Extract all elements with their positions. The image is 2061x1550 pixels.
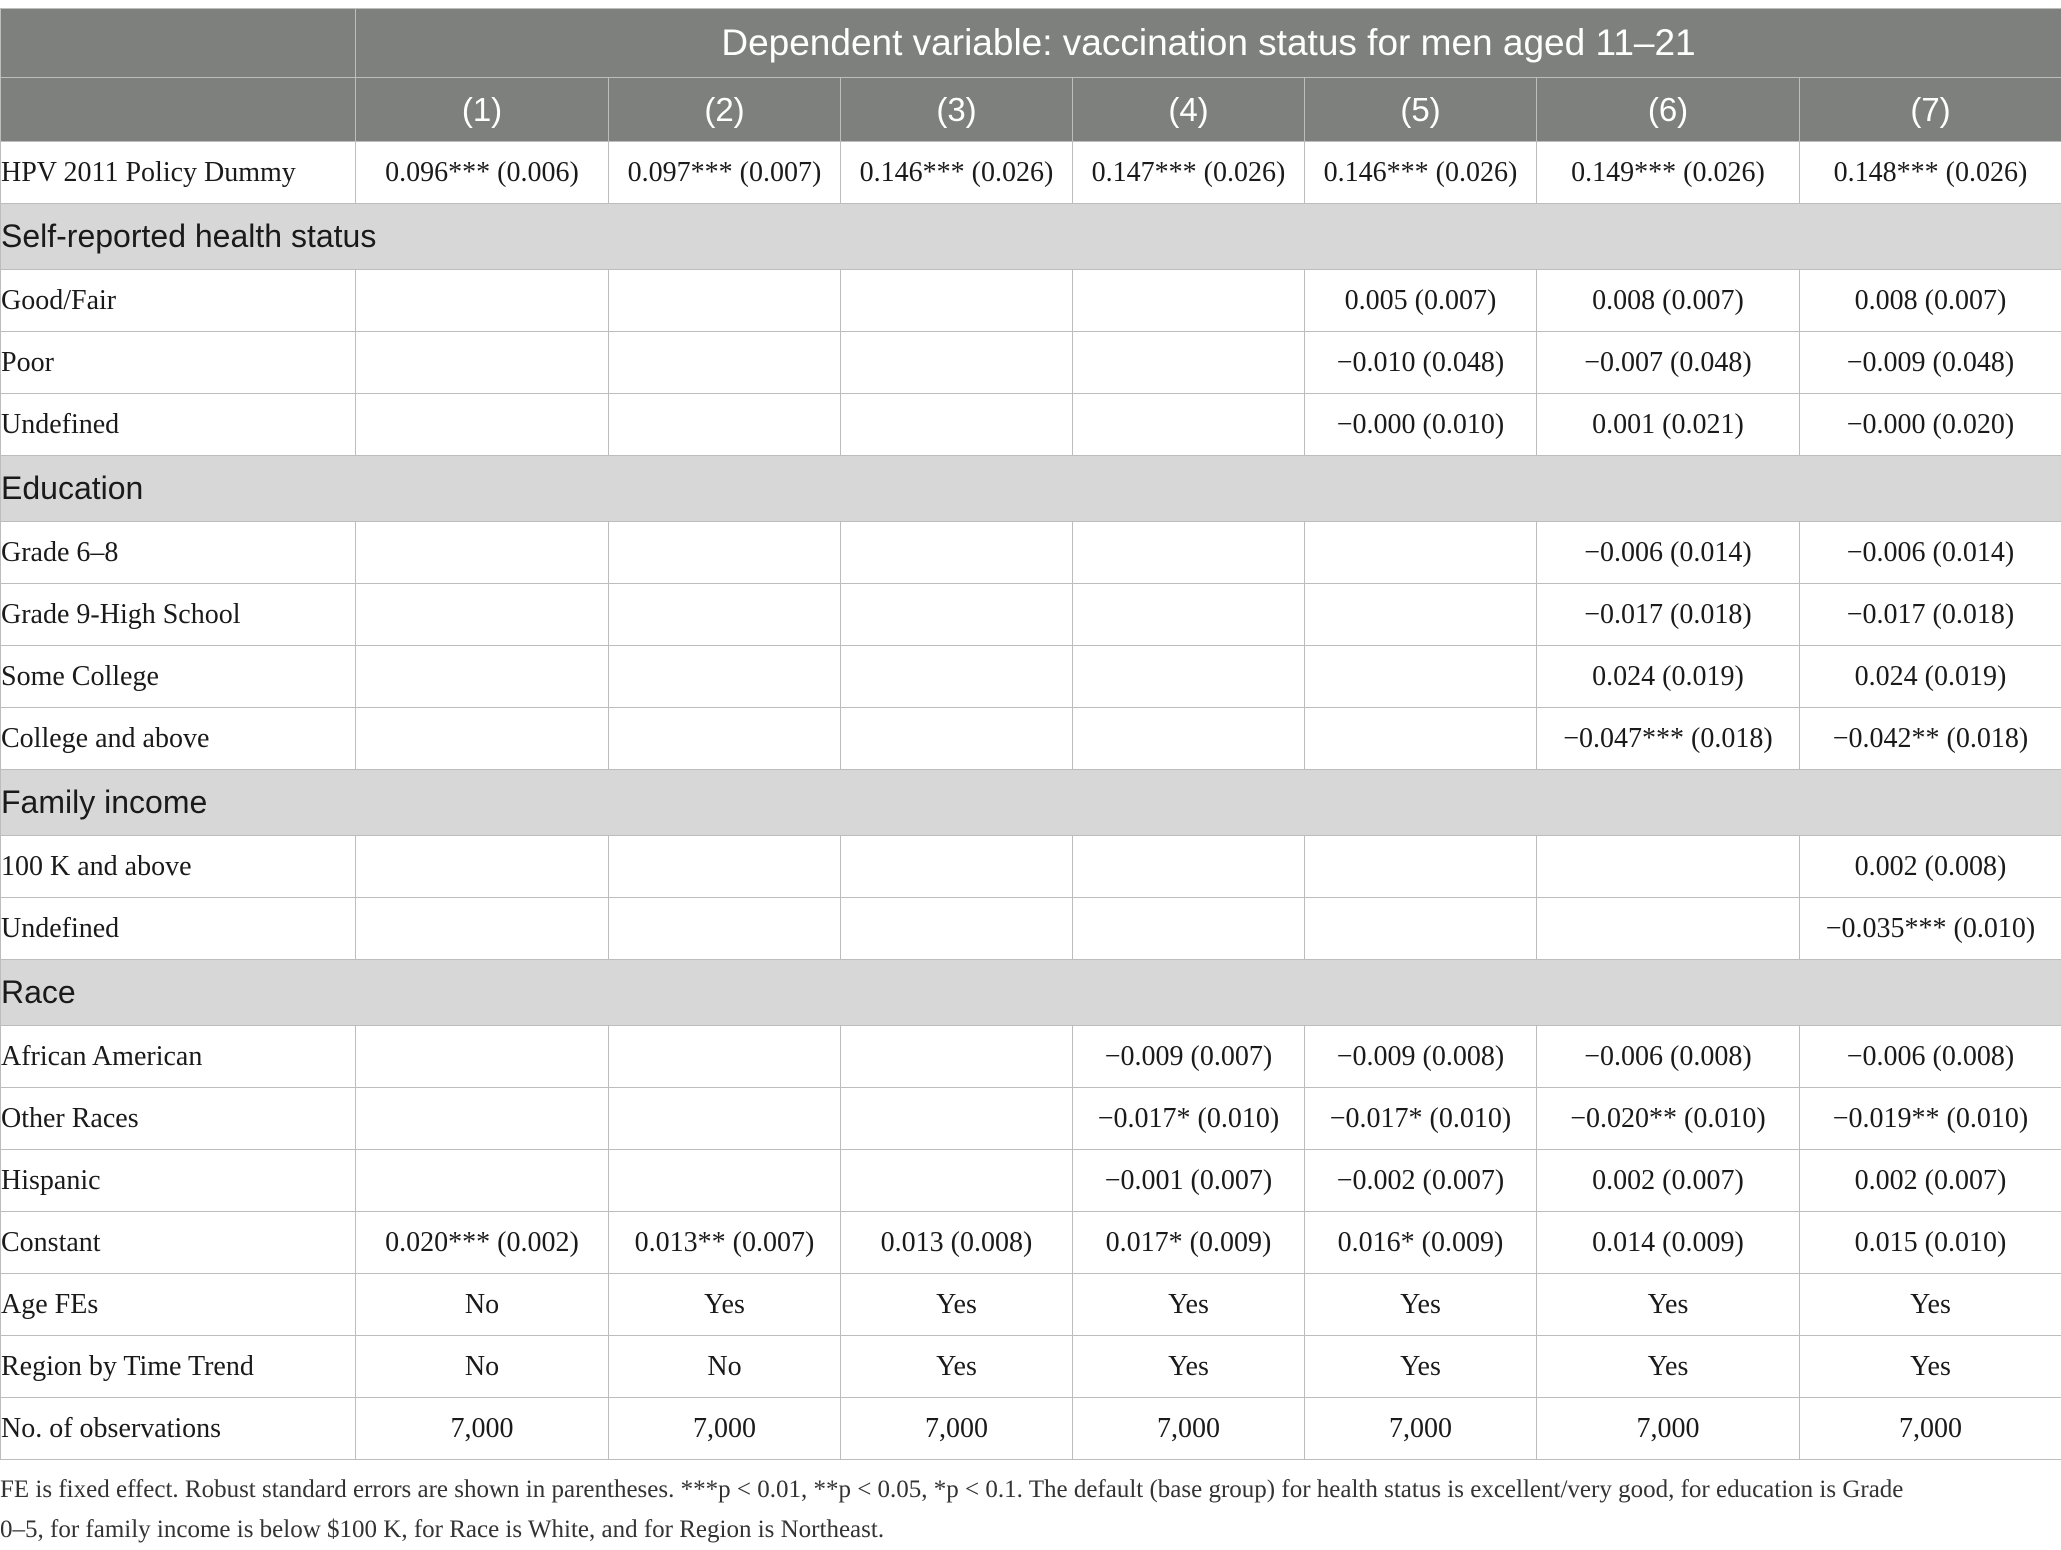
table-cell <box>609 270 841 332</box>
table-cell: 0.020*** (0.002) <box>356 1212 609 1274</box>
table-cell: Yes <box>1305 1274 1537 1336</box>
table-cell <box>609 898 841 960</box>
table-cell <box>609 1088 841 1150</box>
column-header-6: (6) <box>1537 78 1800 142</box>
table-cell <box>841 522 1073 584</box>
table-cell: −0.035*** (0.010) <box>1800 898 2061 960</box>
table-cell <box>1073 394 1305 456</box>
table-cell <box>1073 836 1305 898</box>
table-cell: −0.017* (0.010) <box>1073 1088 1305 1150</box>
table-cell <box>1073 522 1305 584</box>
table-cell <box>609 1026 841 1088</box>
table-cell: 7,000 <box>1800 1398 2061 1460</box>
table-cell <box>1073 898 1305 960</box>
table-cell <box>1305 584 1537 646</box>
table-cell <box>356 270 609 332</box>
table-cell: −0.009 (0.048) <box>1800 332 2061 394</box>
table-cell <box>841 332 1073 394</box>
table-cell: 0.008 (0.007) <box>1537 270 1800 332</box>
table-cell <box>356 646 609 708</box>
section-label: Family income <box>1 770 2061 836</box>
table-row <box>1 142 2061 204</box>
table-row <box>1 1274 2061 1336</box>
table-cell <box>841 270 1073 332</box>
row-label: HPV 2011 Policy Dummy <box>1 142 356 204</box>
table-row <box>1 394 2061 456</box>
table-cell: −0.000 (0.020) <box>1800 394 2061 456</box>
table-footnote <box>0 1470 2040 1550</box>
row-label: College and above <box>1 708 356 770</box>
table-cell <box>356 332 609 394</box>
row-label: Undefined <box>1 394 356 456</box>
table-cell: −0.006 (0.008) <box>1537 1026 1800 1088</box>
table-cell: −0.017* (0.010) <box>1305 1088 1537 1150</box>
table-cell: No <box>356 1336 609 1398</box>
table-cell: No <box>356 1274 609 1336</box>
header-row-columns <box>1 78 2061 142</box>
table-cell <box>609 836 841 898</box>
table-row <box>1 898 2061 960</box>
table-cell: 0.016* (0.009) <box>1305 1212 1537 1274</box>
table-cell <box>1073 584 1305 646</box>
table-cell: 0.002 (0.007) <box>1537 1150 1800 1212</box>
table-cell: −0.010 (0.048) <box>1305 332 1537 394</box>
table-cell: No <box>609 1336 841 1398</box>
header-corner-cell <box>1 78 356 142</box>
table-cell <box>356 522 609 584</box>
section-header-row <box>1 770 2061 836</box>
table-cell: Yes <box>841 1336 1073 1398</box>
table-cell: −0.047*** (0.018) <box>1537 708 1800 770</box>
table-row <box>1 1026 2061 1088</box>
table-cell: Yes <box>1537 1336 1800 1398</box>
section-header-row <box>1 204 2061 270</box>
row-label: Some College <box>1 646 356 708</box>
table-cell: Yes <box>609 1274 841 1336</box>
table-row <box>1 332 2061 394</box>
table-cell: 0.024 (0.019) <box>1800 646 2061 708</box>
table-cell <box>356 1150 609 1212</box>
table-cell <box>841 1150 1073 1212</box>
section-label: Education <box>1 456 2061 522</box>
table-cell: 0.097*** (0.007) <box>609 142 841 204</box>
table-cell <box>609 646 841 708</box>
table-row <box>1 584 2061 646</box>
header-row-title <box>1 9 2061 78</box>
dependent-variable-title: Dependent variable: vaccination status for men aged 11–21 <box>356 9 2061 78</box>
table-cell <box>841 898 1073 960</box>
table-cell: 0.096*** (0.006) <box>356 142 609 204</box>
table-cell <box>356 1026 609 1088</box>
column-header-3: (3) <box>841 78 1073 142</box>
table-cell <box>356 394 609 456</box>
row-label: Grade 6–8 <box>1 522 356 584</box>
table-cell: 0.014 (0.009) <box>1537 1212 1800 1274</box>
table-cell: Yes <box>1537 1274 1800 1336</box>
row-label: Good/Fair <box>1 270 356 332</box>
table-cell: −0.019** (0.010) <box>1800 1088 2061 1150</box>
table-row <box>1 1398 2061 1460</box>
column-header-2: (2) <box>609 78 841 142</box>
table-row <box>1 1088 2061 1150</box>
table-row <box>1 270 2061 332</box>
table-cell <box>609 522 841 584</box>
table-cell: 0.005 (0.007) <box>1305 270 1537 332</box>
table-cell: 0.002 (0.008) <box>1800 836 2061 898</box>
row-label: Hispanic <box>1 1150 356 1212</box>
table-cell <box>609 394 841 456</box>
column-header-5: (5) <box>1305 78 1537 142</box>
table-cell: −0.017 (0.018) <box>1800 584 2061 646</box>
table-cell: 7,000 <box>1073 1398 1305 1460</box>
table-row <box>1 1336 2061 1398</box>
table-cell: Yes <box>1073 1336 1305 1398</box>
table-cell <box>1305 708 1537 770</box>
table-row <box>1 522 2061 584</box>
table-cell <box>356 836 609 898</box>
table-row <box>1 708 2061 770</box>
table-cell: 0.146*** (0.026) <box>841 142 1073 204</box>
table-cell: 7,000 <box>1305 1398 1537 1460</box>
table-cell: Yes <box>1800 1336 2061 1398</box>
table-cell: Yes <box>841 1274 1073 1336</box>
row-label: Constant <box>1 1212 356 1274</box>
table-cell: −0.006 (0.014) <box>1800 522 2061 584</box>
row-label: No. of observations <box>1 1398 356 1460</box>
table-cell: −0.009 (0.007) <box>1073 1026 1305 1088</box>
table-cell <box>841 836 1073 898</box>
row-label: Grade 9-High School <box>1 584 356 646</box>
row-label: African American <box>1 1026 356 1088</box>
table-cell: 0.013** (0.007) <box>609 1212 841 1274</box>
table-cell: 0.146*** (0.026) <box>1305 142 1537 204</box>
table-cell <box>841 646 1073 708</box>
row-label: Undefined <box>1 898 356 960</box>
section-label: Self-reported health status <box>1 204 2061 270</box>
table-cell <box>1305 646 1537 708</box>
row-label: 100 K and above <box>1 836 356 898</box>
table-cell <box>356 1088 609 1150</box>
table-cell <box>356 898 609 960</box>
table-cell: 7,000 <box>841 1398 1073 1460</box>
table-cell <box>841 1026 1073 1088</box>
column-header-4: (4) <box>1073 78 1305 142</box>
table-cell: −0.017 (0.018) <box>1537 584 1800 646</box>
table-cell <box>1073 270 1305 332</box>
table-cell <box>609 708 841 770</box>
table-cell: −0.007 (0.048) <box>1537 332 1800 394</box>
table-cell <box>1305 898 1537 960</box>
table-cell: 0.017* (0.009) <box>1073 1212 1305 1274</box>
table-cell: Yes <box>1800 1274 2061 1336</box>
table-cell: Yes <box>1305 1336 1537 1398</box>
table-row <box>1 836 2061 898</box>
table-cell <box>841 1088 1073 1150</box>
table-cell <box>1305 522 1537 584</box>
table-cell: 0.001 (0.021) <box>1537 394 1800 456</box>
table-cell <box>1305 836 1537 898</box>
column-header-7: (7) <box>1800 78 2061 142</box>
table-cell: 0.002 (0.007) <box>1800 1150 2061 1212</box>
table-cell: 0.024 (0.019) <box>1537 646 1800 708</box>
table-cell: 0.013 (0.008) <box>841 1212 1073 1274</box>
table-cell: −0.006 (0.014) <box>1537 522 1800 584</box>
section-label: Race <box>1 960 2061 1026</box>
table-cell: 0.015 (0.010) <box>1800 1212 2061 1274</box>
table-cell <box>609 1150 841 1212</box>
table-cell <box>356 584 609 646</box>
table-cell <box>1537 836 1800 898</box>
table-cell: 0.147*** (0.026) <box>1073 142 1305 204</box>
table-cell <box>1073 646 1305 708</box>
regression-table <box>0 8 2061 1460</box>
table-cell <box>1537 898 1800 960</box>
table-cell: 0.148*** (0.026) <box>1800 142 2061 204</box>
header-corner-cell <box>1 9 356 78</box>
table-cell: −0.002 (0.007) <box>1305 1150 1537 1212</box>
table-cell: −0.000 (0.010) <box>1305 394 1537 456</box>
table-cell: 0.008 (0.007) <box>1800 270 2061 332</box>
table-cell: 7,000 <box>356 1398 609 1460</box>
table-cell: −0.009 (0.008) <box>1305 1026 1537 1088</box>
table-cell: −0.001 (0.007) <box>1073 1150 1305 1212</box>
table-cell: 7,000 <box>609 1398 841 1460</box>
table-cell <box>609 332 841 394</box>
footnote-line-2: 0–5, for family income is below $100 K, for Race is White, and for Region is Northeast. <box>0 1516 885 1543</box>
table-cell: −0.006 (0.008) <box>1800 1026 2061 1088</box>
table-cell <box>356 708 609 770</box>
row-label: Age FEs <box>1 1274 356 1336</box>
table-cell <box>841 394 1073 456</box>
table-cell <box>609 584 841 646</box>
table-cell: 0.149*** (0.026) <box>1537 142 1800 204</box>
table-row <box>1 1212 2061 1274</box>
table-body <box>1 142 2061 1460</box>
table-cell <box>1073 708 1305 770</box>
table-cell: −0.042** (0.018) <box>1800 708 2061 770</box>
table-row <box>1 646 2061 708</box>
row-label: Other Races <box>1 1088 356 1150</box>
table-cell <box>841 708 1073 770</box>
table-cell: 7,000 <box>1537 1398 1800 1460</box>
column-header-1: (1) <box>356 78 609 142</box>
table-cell: −0.020** (0.010) <box>1537 1088 1800 1150</box>
table-cell: Yes <box>1073 1274 1305 1336</box>
row-label: Poor <box>1 332 356 394</box>
table-cell <box>841 584 1073 646</box>
table-cell <box>1073 332 1305 394</box>
section-header-row <box>1 456 2061 522</box>
table-row <box>1 1150 2061 1212</box>
section-header-row <box>1 960 2061 1026</box>
footnote-line-1: FE is fixed effect. Robust standard errors are shown in parentheses. ***p < 0.01, **p < 0.05, *p < 0.1. The default (base group) for health status is excellent/very good, for education is Grade <box>0 1476 1904 1503</box>
row-label: Region by Time Trend <box>1 1336 356 1398</box>
